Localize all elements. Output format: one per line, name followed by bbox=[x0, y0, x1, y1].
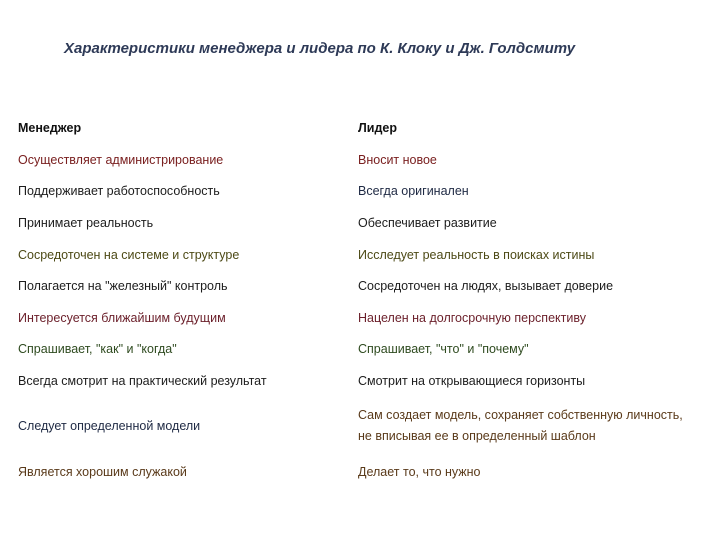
manager-cell: Спрашивает, "как" и "когда" bbox=[18, 342, 177, 357]
table-header-row bbox=[18, 113, 708, 145]
table-row bbox=[18, 208, 708, 240]
manager-cell: Сосредоточен на системе и структуре bbox=[18, 247, 240, 262]
page-title: Характеристики менеджера и лидера по К. Клоку и Дж. Голдсмиту bbox=[64, 40, 576, 57]
table-row bbox=[18, 176, 708, 208]
table-row bbox=[18, 455, 708, 489]
manager-cell: Следует определенной модели bbox=[18, 418, 201, 433]
table-row bbox=[18, 303, 708, 335]
leader-cell: Вносит новое bbox=[358, 152, 437, 167]
leader-cell: Обеспечивает развитие bbox=[358, 216, 497, 231]
table-row bbox=[18, 239, 708, 271]
leader-cell-line: Сам создает модель, сохраняет собственную личность, bbox=[358, 408, 683, 423]
manager-cell: Является хорошим служакой bbox=[18, 464, 187, 479]
header-manager: Менеджер bbox=[18, 121, 82, 136]
table-row bbox=[18, 334, 708, 366]
table-row bbox=[18, 145, 708, 177]
header-leader: Лидер bbox=[358, 121, 397, 136]
leader-cell: Смотрит на открывающиеся горизонты bbox=[358, 374, 586, 389]
leader-cell-line: не вписывая ее в определенный шаблон bbox=[358, 429, 596, 444]
manager-cell: Поддерживает работоспособность bbox=[18, 184, 220, 199]
leader-cell: Всегда оригинален bbox=[358, 184, 469, 199]
leader-cell: Исследует реальность в поисках истины bbox=[358, 247, 595, 262]
manager-cell: Полагается на "железный" контроль bbox=[18, 279, 228, 294]
manager-cell: Осуществляет администрирование bbox=[18, 152, 224, 167]
leader-cell: Сосредоточен на людях, вызывает доверие bbox=[358, 279, 614, 294]
leader-cell: Спрашивает, "что" и "почему" bbox=[358, 342, 529, 357]
comparison-table bbox=[18, 113, 708, 489]
manager-cell: Всегда смотрит на практический результат bbox=[18, 374, 267, 389]
manager-cell: Принимает реальность bbox=[18, 216, 154, 231]
leader-cell: Делает то, что нужно bbox=[358, 464, 481, 479]
leader-cell-multiline bbox=[358, 405, 698, 447]
manager-cell: Интересуется ближайшим будущим bbox=[18, 310, 226, 325]
table-row bbox=[18, 271, 708, 303]
leader-cell: Нацелен на долгосрочную перспективу bbox=[358, 310, 586, 325]
table-row bbox=[18, 397, 708, 455]
table-row bbox=[18, 366, 708, 398]
